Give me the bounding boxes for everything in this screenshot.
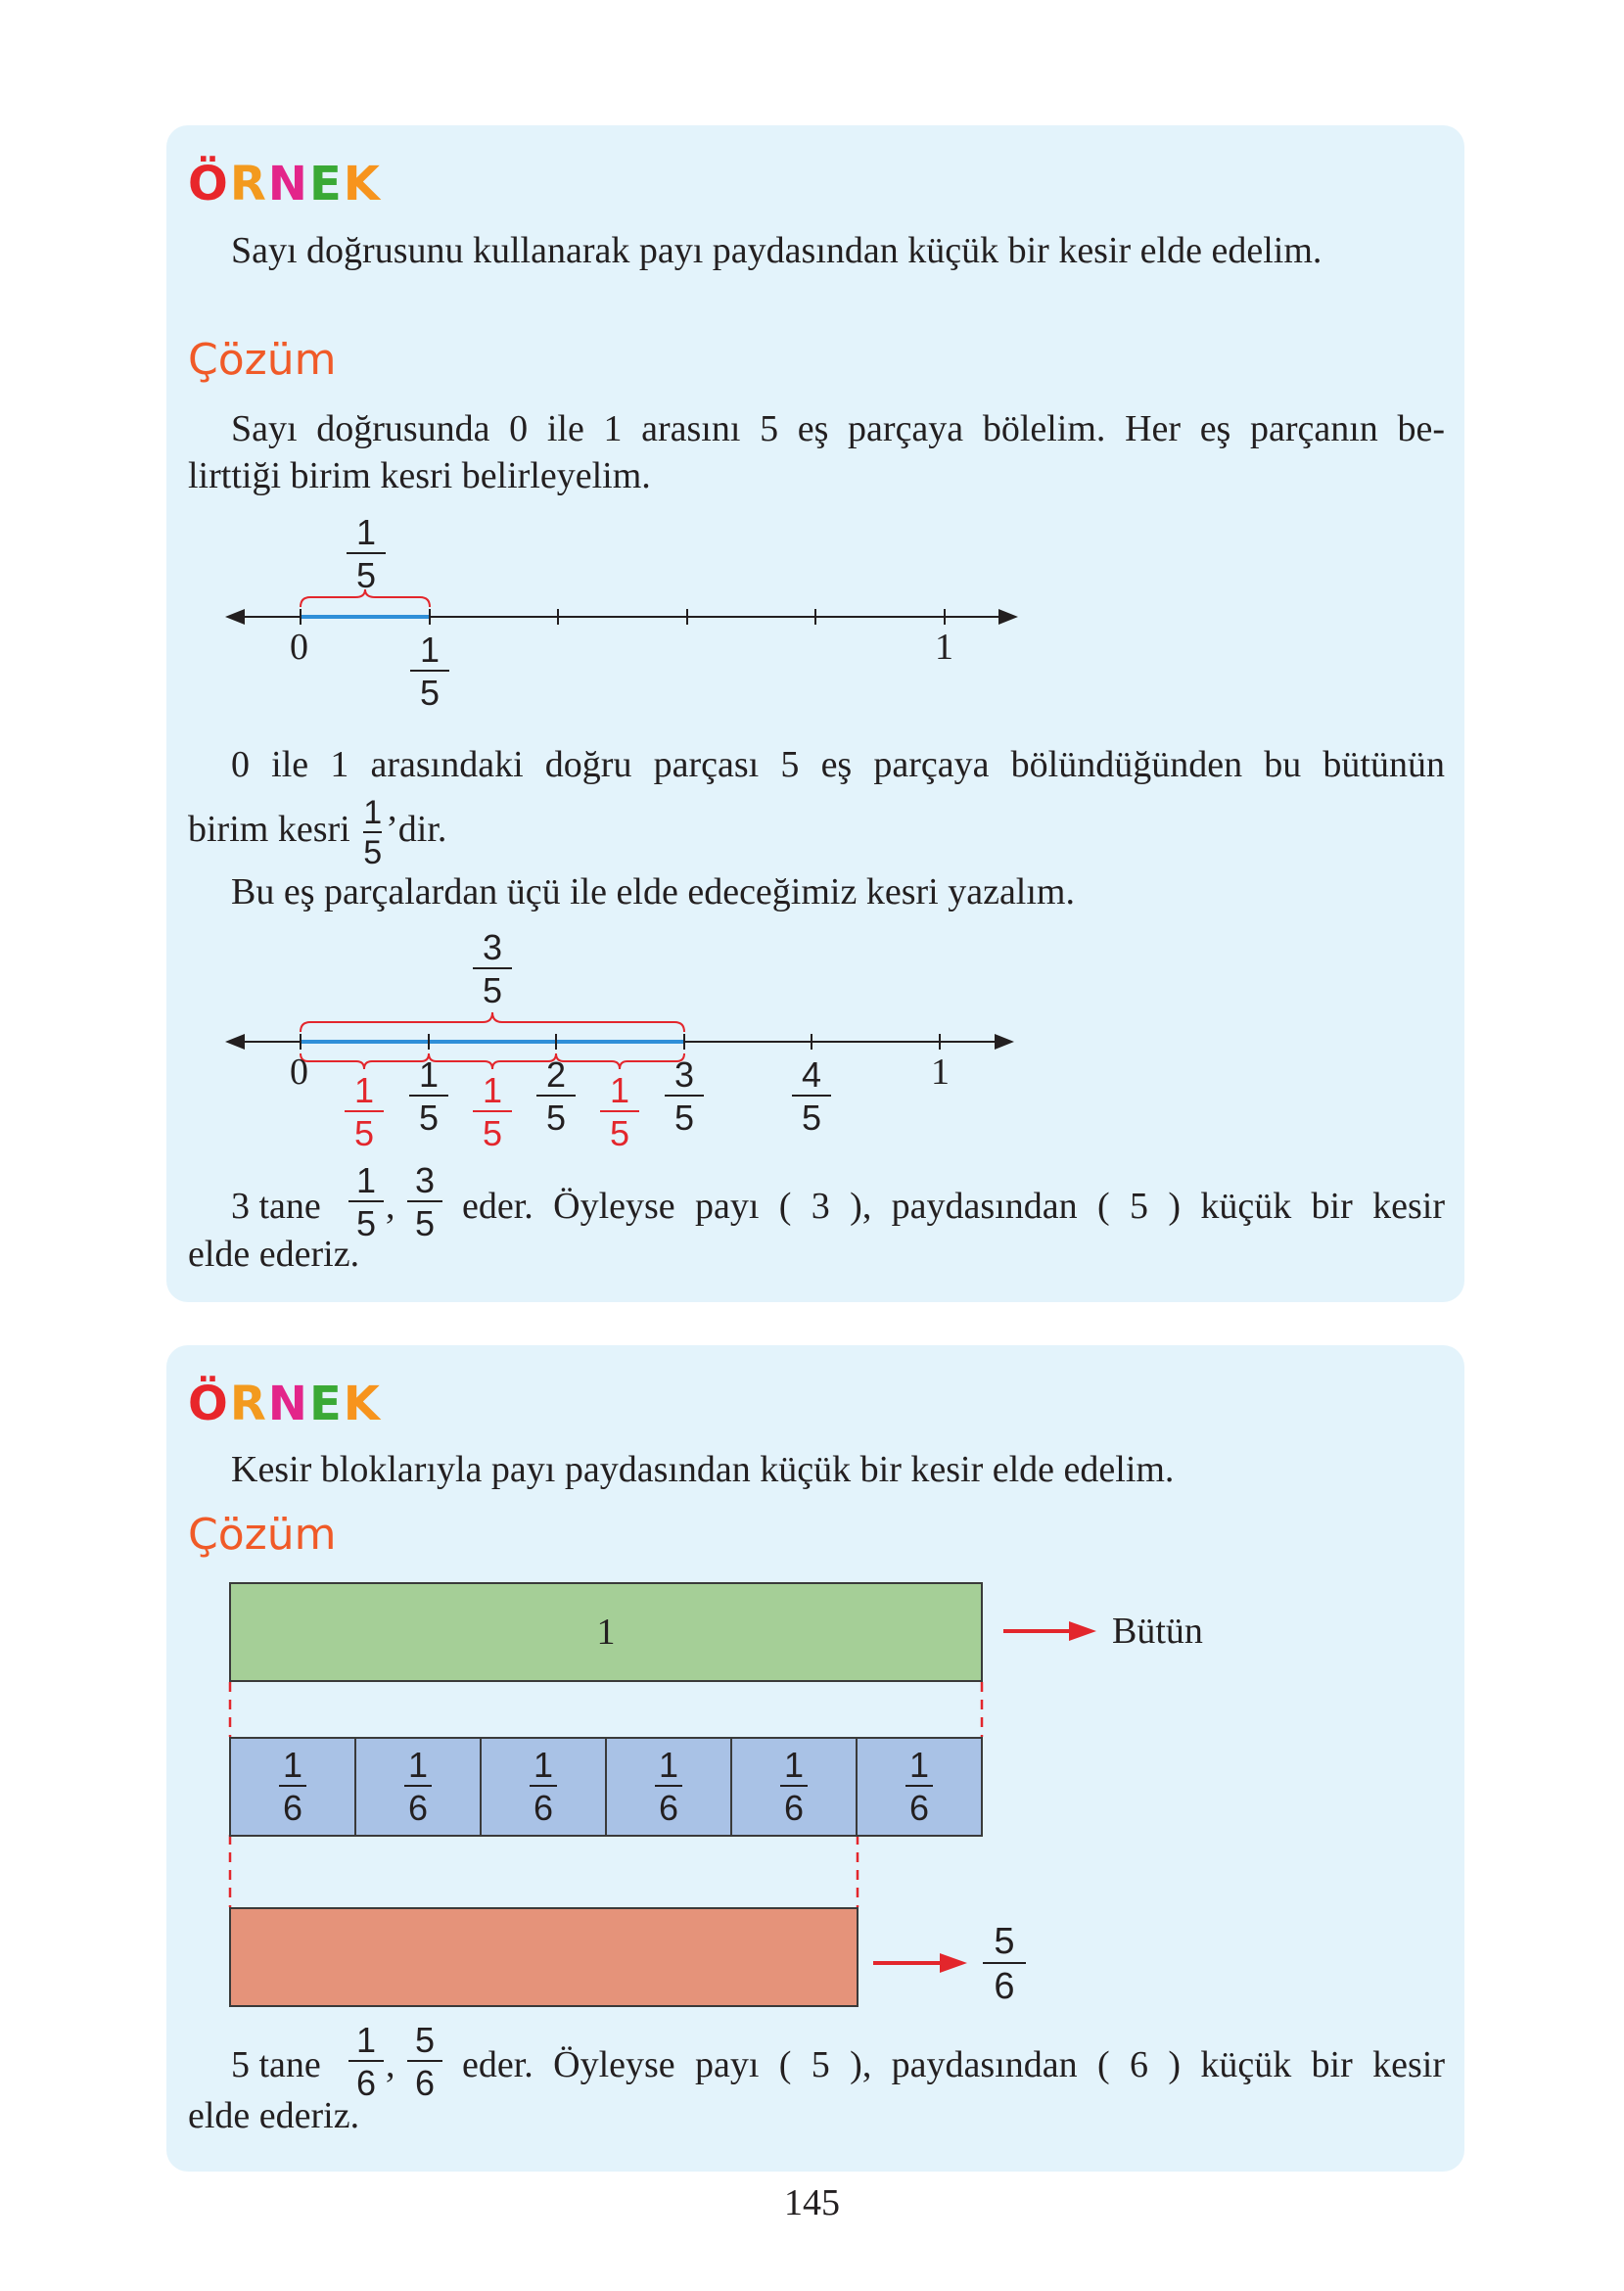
frac-num: 1 xyxy=(363,794,383,831)
frac-den: 5 xyxy=(355,1203,377,1243)
frac-num: 1 xyxy=(418,1054,440,1095)
example1-conclusion-line2: elde ederiz. xyxy=(188,1234,360,1275)
sixth-fraction xyxy=(530,1745,557,1828)
frac-num: 3 xyxy=(414,1160,436,1200)
example1-conclusion-frac2 xyxy=(407,1160,442,1243)
sixth-fraction xyxy=(279,1745,306,1828)
example1-conclusion-rest: eder. Öyleyse payı ( 3 ), paydasından ( 5 ) küçük bir kesir xyxy=(462,1186,1445,1227)
nl2-segment-fraction xyxy=(345,1070,384,1153)
ornek-letter: E xyxy=(308,1377,344,1431)
example2-prompt: Kesir bloklarıyla payı paydasından küçük bir kesir elde edelim. xyxy=(231,1449,1175,1490)
frac-den: 5 xyxy=(353,1113,375,1153)
result-fraction xyxy=(983,1923,1026,2005)
frac-num: 1 xyxy=(419,630,441,670)
ornek-letter: K xyxy=(343,157,382,211)
sixths-row xyxy=(229,1737,983,1837)
sixth-block xyxy=(730,1737,858,1837)
frac-num: 3 xyxy=(673,1054,695,1095)
para2-pre: birim kesri xyxy=(188,809,350,851)
frac-den: 6 xyxy=(994,1966,1015,2007)
frac-num: 1 xyxy=(353,1070,375,1110)
frac-den: 5 xyxy=(363,834,383,871)
nl2-tick-fraction xyxy=(792,1054,831,1138)
example-panel-1 xyxy=(166,125,1464,1302)
frac-num: 1 xyxy=(282,1745,303,1785)
ornek-letter: R xyxy=(229,1377,268,1431)
frac-den: 5 xyxy=(545,1098,567,1138)
nl1-label-one: 1 xyxy=(935,627,953,668)
frac-den: 6 xyxy=(533,1788,554,1828)
frac-den: 5 xyxy=(414,1203,436,1243)
nl2-segment-fraction xyxy=(600,1070,639,1153)
example2-conclusion-count: 5 tane xyxy=(231,2044,321,2085)
ornek-letter: N xyxy=(267,1377,309,1431)
ornek-letter: K xyxy=(343,1377,382,1431)
frac-den: 6 xyxy=(783,1788,805,1828)
whole-arrow-head xyxy=(1069,1621,1096,1641)
nl2-label-one: 1 xyxy=(931,1052,950,1093)
frac-num: 5 xyxy=(414,2020,436,2060)
nl2-tick-fraction xyxy=(536,1054,576,1138)
sixth-block xyxy=(354,1737,482,1837)
example2-conclusion-frac2 xyxy=(407,2020,442,2103)
example1-solution-line2: lirttiği birim kesri belirleyelim. xyxy=(188,455,651,496)
ornek-letter: N xyxy=(267,157,309,211)
ornek-letter: Ö xyxy=(188,157,230,211)
nl2-segment-fraction xyxy=(473,1070,512,1153)
frac-num: 3 xyxy=(482,927,503,967)
frac-num: 5 xyxy=(994,1921,1015,1962)
nl2-arrow-right xyxy=(995,1034,1014,1050)
nl1-arrow-left xyxy=(225,609,245,625)
nl1-first-tick-fraction xyxy=(410,632,449,711)
sixth-block xyxy=(856,1737,983,1837)
frac-num: 2 xyxy=(545,1054,567,1095)
frac-den: 6 xyxy=(282,1788,303,1828)
page-number: 145 xyxy=(784,2182,840,2223)
result-arrow-head xyxy=(940,1953,967,1973)
frac-den: 5 xyxy=(673,1098,695,1138)
example1-para2-line2 xyxy=(188,796,446,869)
frac-den: 5 xyxy=(609,1113,630,1153)
sixth-fraction xyxy=(905,1745,933,1828)
frac-num: 1 xyxy=(355,1160,377,1200)
frac-den: 5 xyxy=(801,1098,822,1138)
example1-para2-line1: 0 ile 1 arasındaki doğru parçası 5 eş parçaya bölündüğünden bu bütünün xyxy=(231,744,1445,785)
example2-conclusion-sep: , xyxy=(386,2044,395,2085)
nl2-arrow-left xyxy=(225,1034,245,1050)
frac-den: 5 xyxy=(482,970,503,1010)
ornek-letter: Ö xyxy=(188,1377,230,1431)
nl2-tick-fraction xyxy=(409,1054,448,1138)
example1-solution-line1: Sayı doğrusunda 0 ile 1 arasını 5 eş parçaya bölelim. Her eş parçanın be- xyxy=(231,408,1445,449)
example-panel-2 xyxy=(166,1345,1464,2172)
example1-conclusion-sep: , xyxy=(386,1186,395,1227)
frac-num: 1 xyxy=(407,1745,429,1785)
frac-num: 1 xyxy=(355,2020,377,2060)
frac-num: 1 xyxy=(783,1745,805,1785)
example1-solution-title: Çözüm xyxy=(188,335,337,385)
nl1-brace-fraction xyxy=(347,512,386,595)
frac-num: 1 xyxy=(355,512,377,552)
example2-conclusion-rest: eder. Öyleyse payı ( 5 ), paydasından ( 6 ) küçük bir kesir xyxy=(462,2044,1445,2085)
sixth-block xyxy=(605,1737,732,1837)
example2-conclusion-frac1 xyxy=(348,2020,384,2103)
frac-den: 5 xyxy=(482,1113,503,1153)
sixth-fraction xyxy=(655,1745,682,1828)
sixth-block xyxy=(480,1737,607,1837)
frac-num: 1 xyxy=(482,1070,503,1110)
nl1-label-zero: 0 xyxy=(290,627,308,668)
result-block xyxy=(229,1907,858,2007)
nl2-brace-fraction xyxy=(473,927,512,1010)
example1-para3: Bu eş parçalardan üçü ile elde edeceğimiz kesri yazalım. xyxy=(231,871,1075,912)
sixth-block xyxy=(229,1737,356,1837)
example1-prompt: Sayı doğrusunu kullanarak payı paydasından küçük bir kesir elde edelim. xyxy=(231,230,1322,271)
frac-num: 1 xyxy=(658,1745,679,1785)
frac-num: 4 xyxy=(801,1054,822,1095)
sixth-fraction xyxy=(404,1745,432,1828)
frac-den: 6 xyxy=(414,2063,436,2103)
frac-den: 5 xyxy=(355,555,377,595)
sixth-fraction xyxy=(780,1745,808,1828)
nl2-top-brace xyxy=(301,1012,684,1032)
nl1-arrow-right xyxy=(998,609,1018,625)
para2-post: ’dir. xyxy=(386,809,447,851)
ornek-letter: E xyxy=(308,157,344,211)
number-line-2 xyxy=(166,125,1464,321)
frac-num: 1 xyxy=(609,1070,630,1110)
frac-den: 5 xyxy=(418,1098,440,1138)
para2-fraction xyxy=(363,796,382,869)
frac-den: 6 xyxy=(908,1788,930,1828)
example2-solution-title: Çözüm xyxy=(188,1510,337,1560)
frac-num: 1 xyxy=(533,1745,554,1785)
whole-block-label: 1 xyxy=(596,1612,616,1653)
frac-den: 6 xyxy=(355,2063,377,2103)
whole-block xyxy=(229,1582,983,1682)
whole-arrow-label: Bütün xyxy=(1112,1611,1203,1652)
example1-conclusion-count: 3 tane xyxy=(231,1186,321,1227)
ornek-letter: R xyxy=(229,157,268,211)
nl2-label-zero: 0 xyxy=(290,1052,308,1093)
frac-den: 6 xyxy=(658,1788,679,1828)
frac-den: 5 xyxy=(419,673,441,713)
nl2-tick-fraction xyxy=(665,1054,704,1138)
frac-den: 6 xyxy=(407,1788,429,1828)
frac-num: 1 xyxy=(908,1745,930,1785)
example2-conclusion-line2: elde ederiz. xyxy=(188,2095,360,2136)
